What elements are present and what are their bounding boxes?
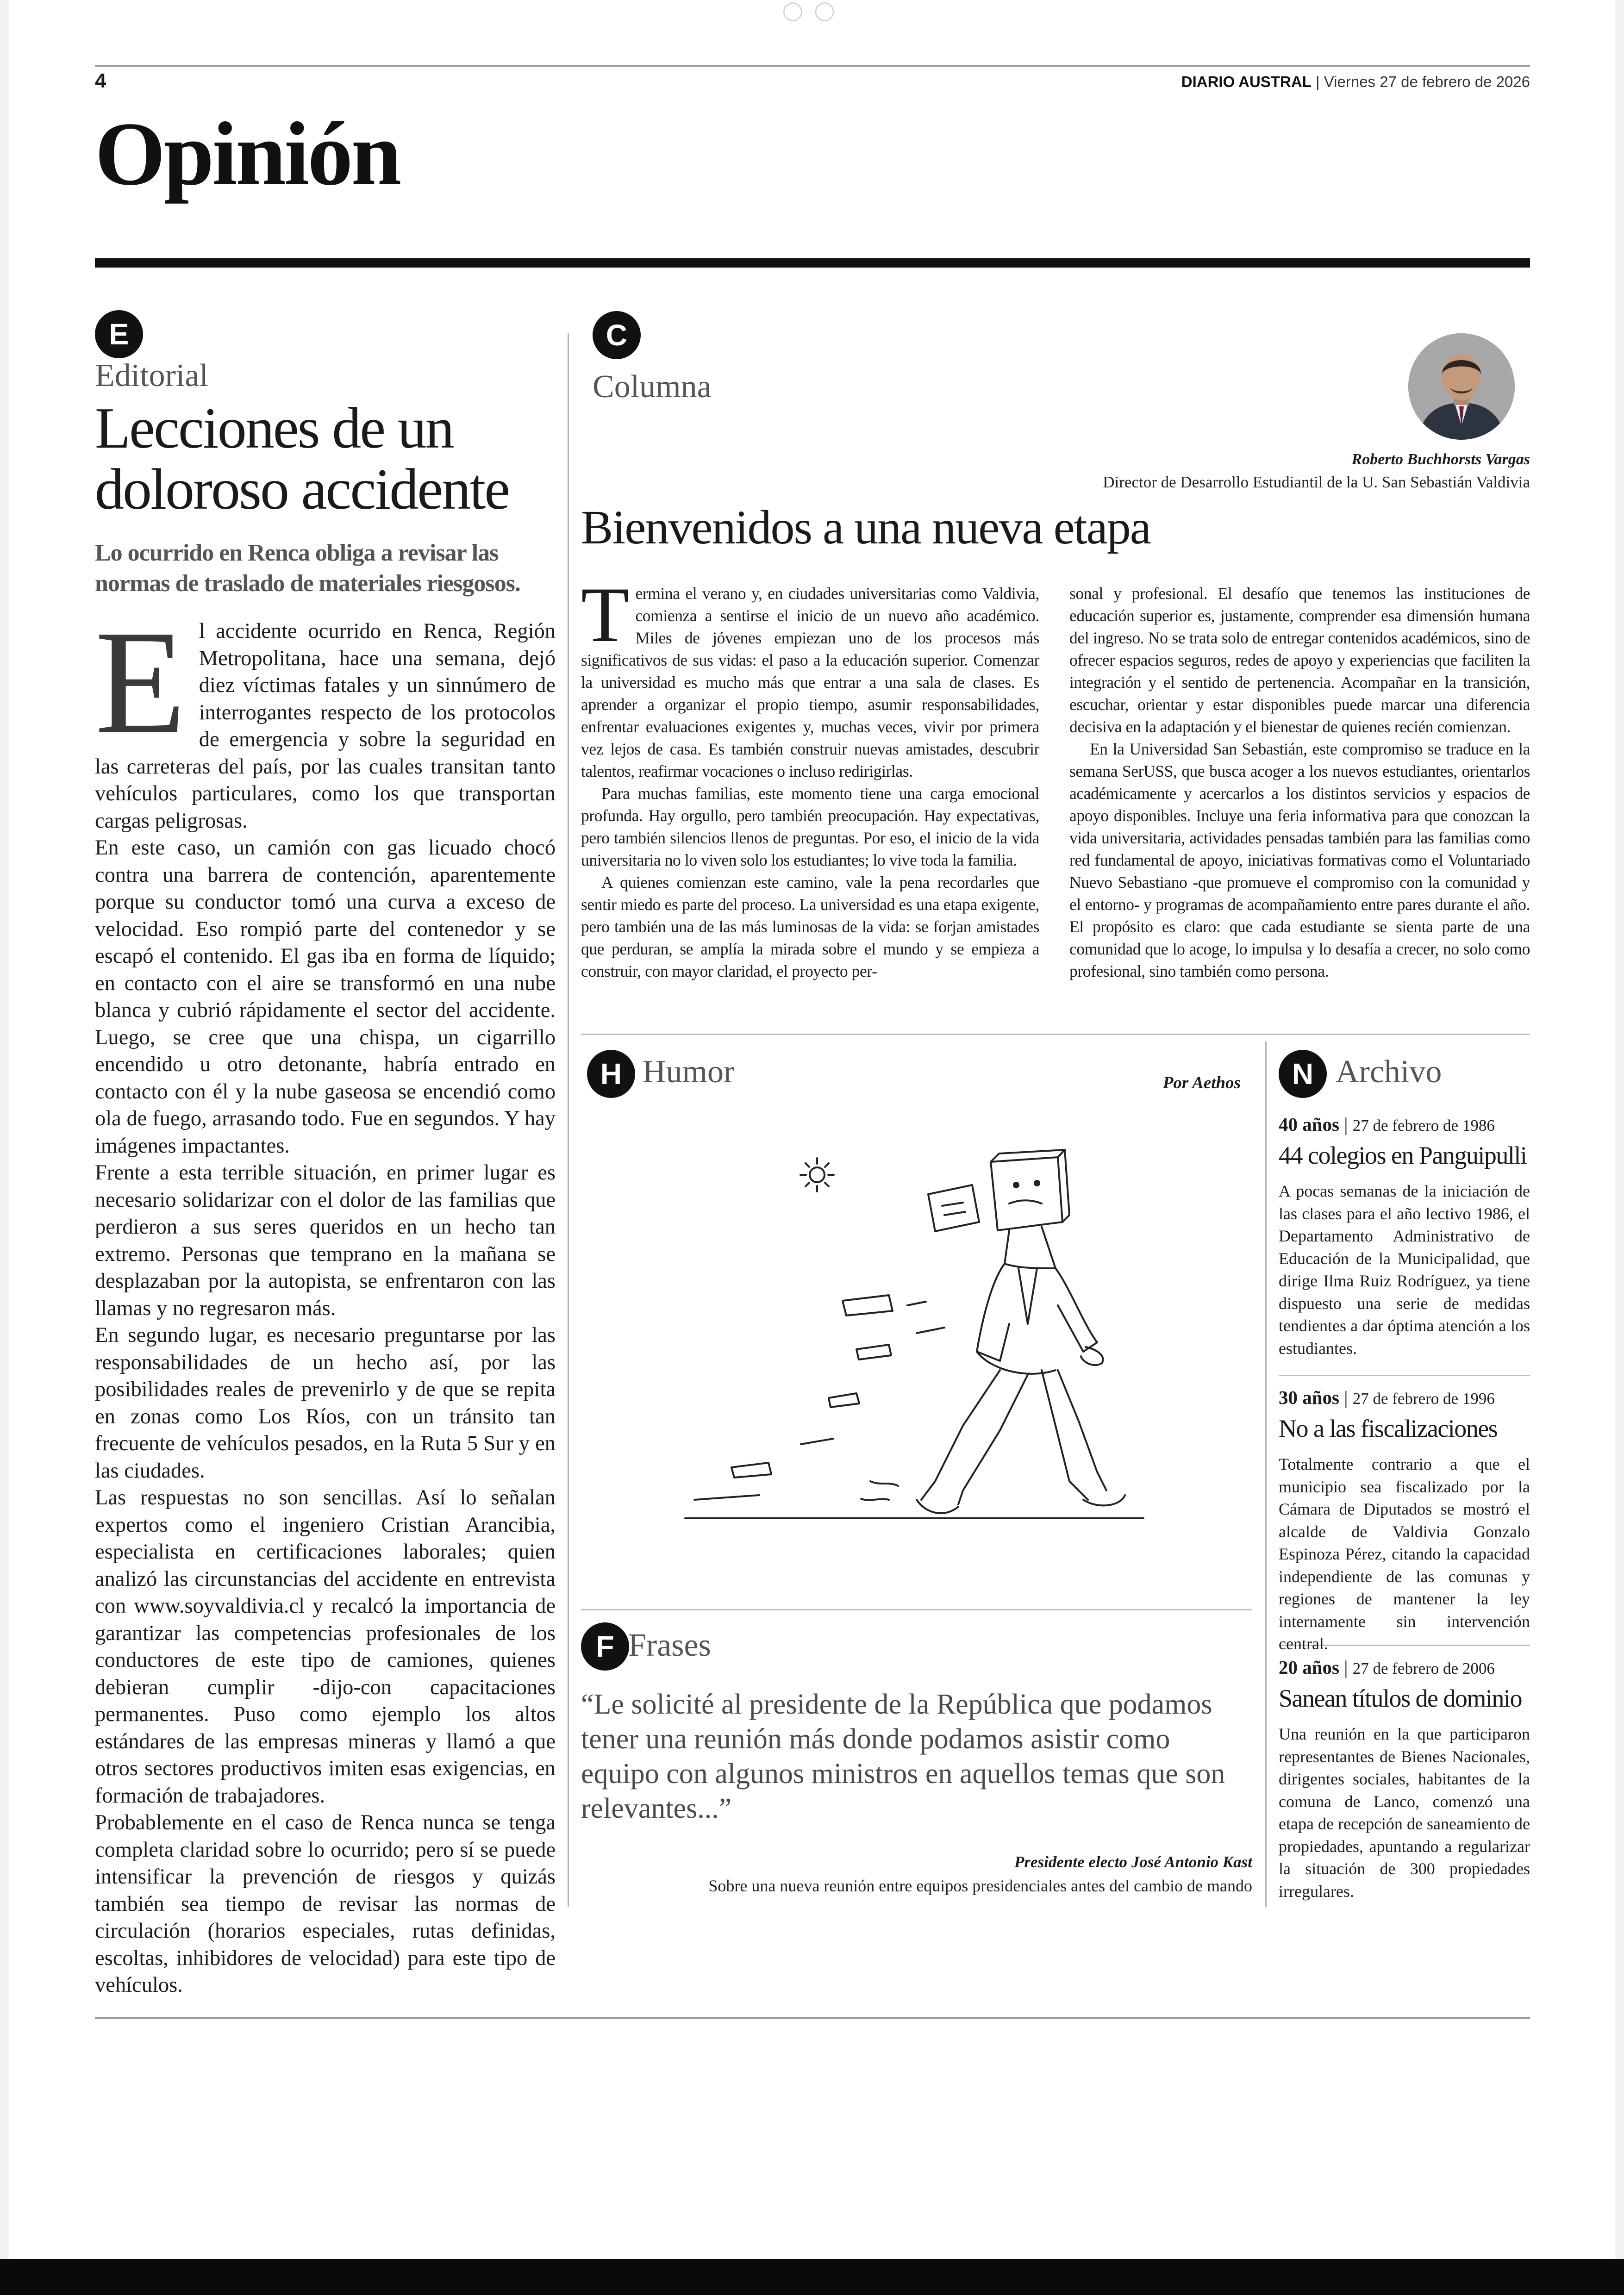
frases-label: Frases [628,1628,711,1663]
column-label: Columna [593,369,712,405]
column-bottom-rule [581,1034,1530,1035]
archivo-body: A pocas semanas de la iniciación de las clases para el año lectivo 1986, el Departamento Administrativo de Educación de la Municipalidad, que dirige Ilma Ruiz Rodríguez, ya tiene dispuesto una serie de medidas tendientes a dar óptima atención a los estudiantes. [1279,1182,1530,1358]
archivo-headline: 44 colegios en Panguipulli [1279,1141,1527,1169]
humor-bottom-rule [581,1609,1252,1610]
archivo-years: 20 años | 27 de febrero de 2006 [1279,1657,1495,1678]
archivo-item [1279,1656,1530,1902]
editorial-paragraph: Frente a esta terrible situación, en primer lugar es necesario solidarizar con el dolor de las familias que perdieron a sus seres queridos en un hecho tan extremo. Personas que temprano en la mañana se desplazaban por la autopista, se enfrentaron con las llamas y no regresaron más. [95,1161,556,1320]
editorial-paragraph: El accidente ocurrido en Renca, Región Metropolitana, hace una semana, dejó diez víctimas fatales y un sinnúmero de interrogantes respecto de los protocolos de emergencia y sobre la seguridad en las carreteras del país, por las cuales transitan tanto vehículos particulares, como los que transportan cargas peligrosas. [95,599,556,833]
column-body-left [581,571,1039,982]
archivo-body: Totalmente contrario a que el municipio sea fiscalizado por la Cámara de Diputados se mostró el alcalde de Valdivia Gonzalo Espinoza Pérez, citando la capacidad independiente de las comunas y regiones de mantener la ley internamente sin intervención central. [1279,1455,1530,1653]
editorial-badge: E [95,310,143,358]
column-paragraph: En la Universidad San Sebastián, este compromiso se traduce en la semana SerUSS, que busca acoger a los nuevos estudiantes, orientarlos académicamente y acercarlos a los distintos servicios y espacios de apoyo disponibles. Incluye una feria informativa para que conozcan la vida universitaria, actividades pensadas también para las familias como red fundamental de apoyo, iniciativas formativas como el Voluntariado Nuevo Sebastiano -que promueve el compromiso con la comunidad y el entorno- y programas de acompañamiento entre pares durante el año. El propósito es claro: que cada estudiante se sienta parte de una comunidad que lo acoge, lo impulsa y lo desafía a crecer, no solo como profesional, sino también como persona. [1069,740,1530,980]
column-author: Roberto Buchhorsts Vargas [1351,451,1530,468]
frases-author: Presidente electo José Antonio Kast [1014,1853,1252,1871]
editorial-paragraph: Probablemente en el caso de Renca nunca se tenga completa claridad sobre lo ocurrido; pero sí se puede intensificar la prevención de riesgos y quizás también sea tiempo de revisar las normas de circulación (horarios especiales, rutas definidas, escoltas, inhibidores de velocidad) para este tipo de vehículos. [95,1811,556,1997]
archivo-years: 40 años | 27 de febrero de 1986 [1279,1114,1495,1135]
section-rule [95,258,1530,268]
editorial-paragraph: En este caso, un camión con gas licuado chocó contra una barrera de contención, aparentemente porque su conductor tomó una curva a exceso de velocidad. Eso rompió parte del contenedor y se escapó el contenido. El gas iba en forma de líquido; en contacto con el aire se transformó en una nube blanca y cubrió rápidamente el sector del accidente. Luego, se cree que una chispa, un cigarrillo encendido u otro detonante, habría entrado en contacto con él y la nube gaseosa se encendió como ola de fuego, arrasando todo. Fue en segundos. Y hay imágenes impactantes. [95,836,556,1158]
editorial-title: Lecciones de un doloroso accidente [95,396,509,522]
page-edge-right [1615,0,1624,2295]
frases-quote: “Le solicité al presidente de la República que podamos tener una reunión más donde podamos asistir como equipo con algunos ministros en aquellos temas que son relevantes...” [581,1689,1225,1824]
section-title: Opinión [95,104,400,204]
column-drop-cap: T [581,571,629,658]
masthead-separator: | [1316,73,1320,90]
issue-date: Viernes 27 de febrero de 2026 [1324,73,1530,90]
pager-dots[interactable]: ◯◯ [782,0,846,21]
column-paragraph: sonal y profesional. El desafío que tenemos las instituciones de educación superior es, justamente, comprender esa dimensión humana del ingreso. No se trata solo de entregar contenidos académicos, sino de ofrecer espacios seguros, redes de apoyo y experiencias que faciliten la integración y el sentido de pertenencia. Acompañar en la transición, escuchar, orientar y estar disponibles puede marcar una diferencia decisiva en la adaptación y el bienestar de quienes recién comienzan. [1069,584,1530,736]
humor-credit: Por Aethos [1162,1073,1241,1092]
editorial-subtitle: Lo ocurrido en Renca obliga a revisar las normas de traslado de materiales riesgosos. [95,540,520,597]
editorial-paragraph: En segundo lugar, es necesario preguntarse por las responsabilidades de un hecho así, por las posibilidades reales de prevenirlo y de que se repita en zonas como Los Ríos, con un tránsito tan frecuente de vehículos pesados, en la Ruta 5 Sur y en las ciudades. [95,1323,556,1483]
archivo-years: 30 años | 27 de febrero de 1996 [1279,1387,1495,1408]
humor-cartoon [639,1129,1148,1537]
column-divider-right [1265,1041,1267,1907]
archivo-headline: Sanean títulos de dominio [1279,1684,1522,1712]
archivo-item [1279,1386,1530,1655]
archivo-rule-1 [1279,1375,1530,1376]
editorial-drop-cap: E [95,599,186,765]
masthead [741,73,1530,91]
page-end-rule [95,2017,1530,2019]
column-body-right [1069,582,1530,982]
editorial-body [95,599,556,1999]
humor-badge: H [587,1050,635,1098]
newspaper-name: DIARIO AUSTRAL [1181,73,1312,90]
author-photo [1408,333,1515,440]
archivo-badge: N [1279,1050,1327,1098]
column-paragraph: A quienes comienzan este camino, vale la pena recordarles que sentir miedo es parte del proceso. La universidad es una etapa exigente, pero también una de las más luminosas de la vida: se forjan amistades que perduran, se amplía la mirada sobre el mundo y se empieza a construir, con mayor claridad, el proyecto per- [581,873,1039,980]
archivo-body: Una reunión en la que participaron representantes de Bienes Nacionales, dirigentes sociales, habitantes de la comuna de Lanco, comenzó una etapa de recepción de saneamiento de propiedades, apuntando a regularizar la situación de 300 propiedades irregulares. [1279,1725,1530,1901]
page-edge-left [0,0,9,2295]
archivo-headline: No a las fiscalizaciones [1279,1415,1498,1442]
frases-context: Sobre una nueva reunión entre equipos presidenciales antes del cambio de mando [708,1877,1252,1895]
column-paragraph: Para muchas familias, este momento tiene una carga emocional profunda. Hay orgullo, pero también preocupación. Hay expectativas, pero también silencios llenos de preguntas. Por eso, el inicio de la vida universitaria no lo viven solo los estudiantes; lo vive toda la familia. [581,784,1039,869]
column-divider-left [568,333,569,1907]
column-title: Bienvenidos a una nueva etapa [581,501,1150,554]
viewer-bottom-bar [0,2259,1624,2295]
editorial-label: Editorial [95,358,208,393]
author-portrait-icon [1408,333,1515,440]
archivo-item [1279,1113,1530,1360]
page-number: 4 [95,69,106,92]
column-author-role: Director de Desarrollo Estudiantil de la U. San Sebastián Valdivia [1103,473,1530,491]
humor-label: Humor [643,1054,735,1090]
column-badge: C [593,311,641,359]
header-rule [95,65,1530,67]
column-paragraph: Termina el verano y, en ciudades universitarias como Valdivia, comienza a sentirse el inicio de un nuevo año académico. Miles de jóvenes empiezan uno de los procesos más significativos de sus vidas: el paso a la educación superior. Comenzar la universidad es mucho más que entrar a una sala de clases. Es aprender a organizar el propio tiempo, asumir responsabilidades, enfrentar evaluaciones exigentes y, muchas veces, vivir por primera vez lejos de casa. Es también construir nuevas amistades, descubrir talentos, reafirmar vocaciones o incluso redirigirlas. [581,571,1039,780]
frases-badge: F [581,1622,629,1671]
editorial-paragraph: Las respuestas no son sencillas. Así lo señalan expertos como el ingeniero Cristian Arancibia, especialista en certificaciones laborales; quien analizó las circunstancias del accidente en entrevista con www.soyvaldivia.cl y recalcó la importancia de garantizar las competencias profesionales de los conductores de este tipo de camiones, quienes debieran cumplir -dijo-con capacitaciones permanentes. Puso como ejemplo los altos estándares de las empresas mineras y llamó a que otros sectores productivos imiten esas exigencias, en formación de trabajadores. [95,1486,556,1808]
archivo-label: Archivo [1336,1054,1442,1090]
